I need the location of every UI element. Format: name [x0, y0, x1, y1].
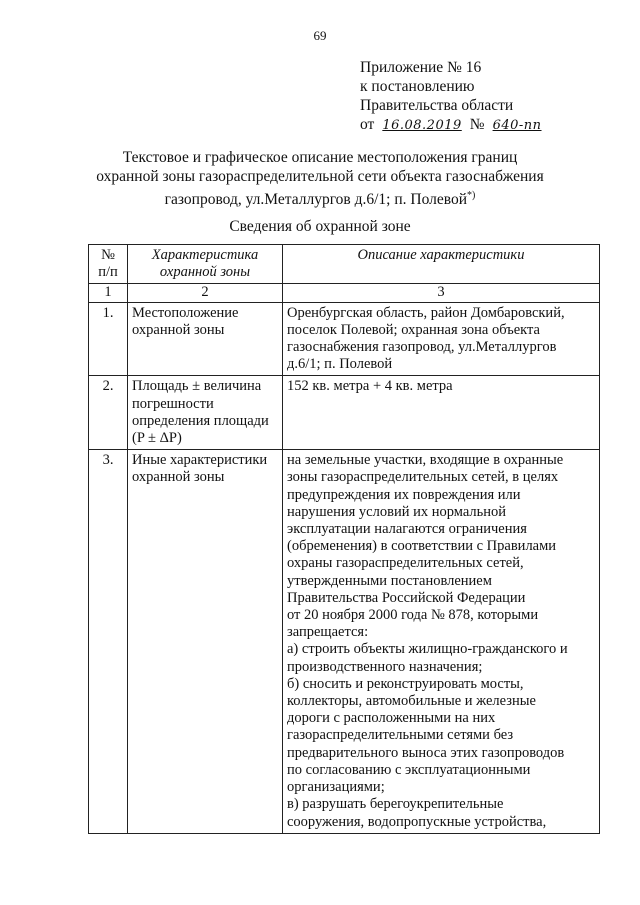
handwritten-number: 640-пп	[492, 118, 542, 133]
footnote-mark: *)	[467, 190, 476, 201]
row-description: Оренбургская область, район Домбаровский, поселок Полевой; охранная зона объекта газоснабжения газопровод, ул.Металлургов д.6/1; п. Полевой	[283, 302, 600, 376]
index-cell-1: 1	[89, 284, 128, 302]
section-subtitle: Сведения об охранной зоне	[229, 218, 411, 235]
appendix-date-line	[360, 115, 546, 135]
row-number: 1.	[89, 302, 128, 376]
table-row	[89, 302, 600, 376]
appendix-line-2: к постановлению	[360, 78, 475, 95]
index-cell-2: 2	[128, 284, 283, 302]
row-number: 3.	[89, 450, 128, 833]
index-cell-3: 3	[283, 284, 600, 302]
row-description: 152 кв. метра + 4 кв. метра	[283, 376, 600, 450]
header-description: Описание характеристики	[283, 245, 600, 284]
page-number: 69	[313, 28, 327, 43]
zone-info-table	[88, 244, 600, 834]
row-number: 2.	[89, 376, 128, 450]
title-line-1: Текстовое и графическое описание местоположения границ	[122, 149, 518, 166]
row-characteristic: Местоположение охранной зоны	[128, 302, 283, 376]
title-line-2: охранной зоны газораспределительной сети объекта газоснабжения	[96, 168, 544, 185]
row-characteristic: Площадь ± величина погрешности определения площади (P ± ΔP)	[128, 376, 283, 450]
row-description: на земельные участки, входящие в охранные зоны газораспределительных сетей, в целях предупреждения их повреждения или нарушения условий их нормальной эксплуатации налагаются ограничения (обременения) в соответствии с Правилами охраны газораспределительных сетей, утвержденными постановлением Правительства Российской Федерации от 20 ноября 2000 года № 878, которыми запрещается: а) строить объекты жилищно-гражданского и производственного назначения; б) сносить и реконструировать мосты, коллекторы, автомобильные и железные дороги с расположенными на них газораспределительными сетями без предварительного выноса этих газопроводов по согласованию с эксплуатационными организациями; в) разрушать берегоукрепительные сооружения, водопропускные устройства,	[283, 450, 600, 833]
document-title	[60, 148, 580, 209]
table-index-row	[89, 284, 600, 302]
title-line-3-wrap	[60, 186, 580, 209]
header-characteristic: Характеристика охранной зоны	[128, 245, 283, 284]
date-prefix: от	[360, 116, 375, 133]
appendix-line-3: Правительства области	[360, 97, 514, 114]
title-line-3: газопровод, ул.Металлургов д.6/1; п. Полевой	[164, 191, 468, 209]
table-row	[89, 450, 600, 833]
table-header-row	[89, 245, 600, 284]
handwritten-date: 16.08.2019	[382, 118, 462, 133]
header-number: № п/п	[89, 245, 128, 284]
number-prefix: №	[469, 116, 485, 133]
table-row	[89, 376, 600, 450]
appendix-line-1: Приложение № 16	[360, 59, 482, 76]
row-characteristic: Иные характеристики охранной зоны	[128, 450, 283, 833]
appendix-block	[360, 58, 546, 135]
